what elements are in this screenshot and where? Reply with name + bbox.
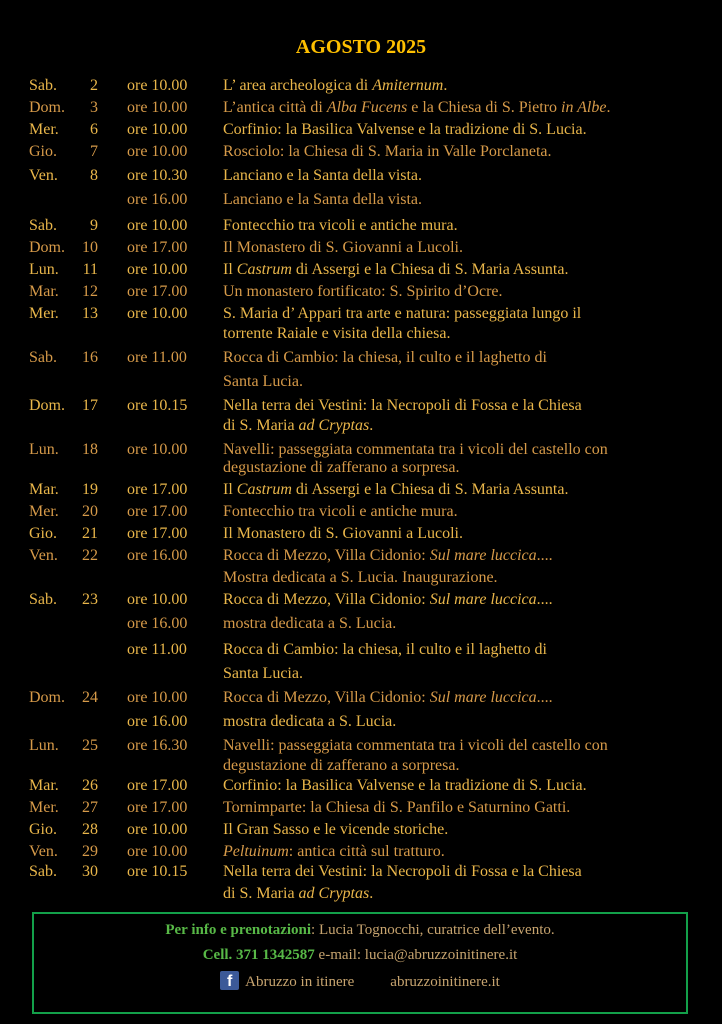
event-date: 27 bbox=[82, 799, 98, 816]
event-date: 21 bbox=[82, 525, 98, 542]
event-date: 9 bbox=[90, 217, 98, 234]
facebook-icon[interactable]: f bbox=[220, 971, 239, 990]
event-description: Il Monastero di S. Giovanni a Lucoli. bbox=[223, 525, 463, 542]
event-date: 24 bbox=[82, 689, 98, 706]
event-date: 2 bbox=[90, 77, 98, 94]
event-description: L’ area archeologica di Amiternum. bbox=[223, 77, 448, 94]
event-time: ore 16.00 bbox=[127, 713, 188, 730]
event-row bbox=[0, 76, 722, 96]
event-time: ore 10.00 bbox=[127, 99, 188, 116]
event-description: Il Castrum di Assergi e la Chiesa di S. Maria Assunta. bbox=[223, 481, 569, 498]
page-title: AGOSTO 2025 bbox=[295, 36, 427, 58]
event-day: Mer. bbox=[29, 799, 59, 816]
event-time: ore 17.00 bbox=[127, 799, 188, 816]
event-description: Rocca di Mezzo, Villa Cidonio: Sul mare luccica.... bbox=[223, 547, 553, 564]
event-row bbox=[0, 416, 722, 436]
event-day: Ven. bbox=[29, 167, 58, 184]
event-row bbox=[0, 142, 722, 162]
event-date: 25 bbox=[82, 737, 98, 754]
event-description: L’antica città di Alba Fucens e la Chiesa di S. Pietro in Albe. bbox=[223, 99, 611, 116]
event-date: 18 bbox=[82, 441, 98, 458]
event-row bbox=[0, 798, 722, 818]
event-date: 6 bbox=[90, 121, 98, 138]
event-row bbox=[0, 820, 722, 840]
event-row bbox=[0, 480, 722, 500]
event-description: Corfinio: la Basilica Valvense e la tradizione di S. Lucia. bbox=[223, 777, 587, 794]
event-time: ore 17.00 bbox=[127, 777, 188, 794]
event-description: Santa Lucia. bbox=[223, 373, 303, 390]
event-description: Un monastero fortificato: S. Spirito d’Ocre. bbox=[223, 283, 503, 300]
info-social-line bbox=[34, 971, 686, 991]
event-time: ore 10.00 bbox=[127, 689, 188, 706]
event-row bbox=[0, 324, 722, 344]
event-description: Lanciano e la Santa della vista. bbox=[223, 191, 423, 208]
event-day: Lun. bbox=[29, 737, 59, 754]
event-description: di S. Maria ad Cryptas. bbox=[223, 885, 374, 902]
event-day: Dom. bbox=[29, 99, 65, 116]
event-description: Rocca di Cambio: la chiesa, il culto e il laghetto di bbox=[223, 641, 547, 658]
event-date: 20 bbox=[82, 503, 98, 520]
event-date: 22 bbox=[82, 547, 98, 564]
event-row bbox=[0, 502, 722, 522]
event-day: Sab. bbox=[29, 349, 57, 366]
event-description: degustazione di zafferano a sorpresa. bbox=[223, 757, 460, 774]
event-date: 23 bbox=[82, 591, 98, 608]
event-description: Corfinio: la Basilica Valvense e la tradizione di S. Lucia. bbox=[223, 121, 587, 138]
event-day: Ven. bbox=[29, 547, 58, 564]
event-description: Rosciolo: la Chiesa di S. Maria in Valle Porclaneta. bbox=[223, 143, 552, 160]
event-date: 3 bbox=[90, 99, 98, 116]
event-time: ore 16.00 bbox=[127, 191, 188, 208]
event-description: di S. Maria ad Cryptas. bbox=[223, 417, 374, 434]
event-time: ore 11.00 bbox=[127, 349, 187, 366]
event-date: 16 bbox=[82, 349, 98, 366]
event-description: Rocca di Mezzo, Villa Cidonio: Sul mare luccica.... bbox=[223, 689, 553, 706]
event-day: Mer. bbox=[29, 305, 59, 322]
event-description: Tornimparte: la Chiesa di S. Panfilo e Saturnino Gatti. bbox=[223, 799, 571, 816]
event-description: Lanciano e la Santa della vista. bbox=[223, 167, 423, 184]
event-date: 13 bbox=[82, 305, 98, 322]
event-time: ore 17.00 bbox=[127, 283, 188, 300]
event-row bbox=[0, 776, 722, 796]
event-row bbox=[0, 614, 722, 634]
event-row bbox=[0, 568, 722, 588]
event-date: 8 bbox=[90, 167, 98, 184]
event-description: Rocca di Cambio: la chiesa, il culto e il laghetto di bbox=[223, 349, 547, 366]
event-row bbox=[0, 862, 722, 882]
event-date: 29 bbox=[82, 843, 98, 860]
event-date: 10 bbox=[82, 239, 98, 256]
event-description: Il Gran Sasso e le vicende storiche. bbox=[223, 821, 449, 838]
event-row bbox=[0, 216, 722, 236]
event-time: ore 10.15 bbox=[127, 397, 188, 414]
event-row bbox=[0, 736, 722, 756]
event-date: 12 bbox=[82, 283, 98, 300]
event-description: Fontecchio tra vicoli e antiche mura. bbox=[223, 503, 458, 520]
event-row bbox=[0, 372, 722, 392]
event-row bbox=[0, 166, 722, 186]
event-date: 17 bbox=[82, 397, 98, 414]
info-label: Per info e prenotazioni bbox=[165, 922, 312, 938]
event-description: mostra dedicata a S. Lucia. bbox=[223, 615, 397, 632]
event-time: ore 17.00 bbox=[127, 503, 188, 520]
event-row bbox=[0, 282, 722, 302]
event-time: ore 17.00 bbox=[127, 525, 188, 542]
event-row bbox=[0, 756, 722, 776]
event-row bbox=[0, 524, 722, 544]
event-date: 19 bbox=[82, 481, 98, 498]
event-row bbox=[0, 190, 722, 210]
event-row bbox=[0, 98, 722, 118]
event-description: Navelli: passeggiata commentata tra i vicoli del castello con bbox=[223, 737, 608, 754]
event-row bbox=[0, 440, 722, 460]
event-row bbox=[0, 304, 722, 324]
event-date: 28 bbox=[82, 821, 98, 838]
event-row bbox=[0, 238, 722, 258]
info-box bbox=[32, 912, 688, 1014]
event-row bbox=[0, 260, 722, 280]
event-time: ore 10.00 bbox=[127, 77, 188, 94]
event-time: ore 10.00 bbox=[127, 121, 188, 138]
event-date: 7 bbox=[90, 143, 98, 160]
event-time: ore 10.00 bbox=[127, 821, 188, 838]
event-day: Sab. bbox=[29, 863, 57, 880]
event-description: degustazione di zafferano a sorpresa. bbox=[223, 459, 460, 476]
facebook-page[interactable]: Abruzzo in itinere bbox=[245, 974, 355, 990]
info-email[interactable]: e-mail: lucia@abruzzoinitinere.it bbox=[314, 947, 518, 963]
event-description: mostra dedicata a S. Lucia. bbox=[223, 713, 397, 730]
info-contact-text: : Lucia Tognocchi, curatrice dell’evento. bbox=[311, 922, 555, 938]
event-row bbox=[0, 884, 722, 904]
info-contact-line bbox=[34, 922, 686, 939]
event-description: Nella terra dei Vestini: la Necropoli di Fossa e la Chiesa bbox=[223, 397, 582, 414]
event-row bbox=[0, 546, 722, 566]
event-row bbox=[0, 458, 722, 478]
event-description: Santa Lucia. bbox=[223, 665, 303, 682]
event-time: ore 10.00 bbox=[127, 217, 188, 234]
event-time: ore 16.00 bbox=[127, 547, 188, 564]
event-time: ore 10.00 bbox=[127, 591, 188, 608]
event-description: torrente Raiale e visita della chiesa. bbox=[223, 325, 451, 342]
event-description: Rocca di Mezzo, Villa Cidonio: Sul mare luccica.... bbox=[223, 591, 553, 608]
event-date: 26 bbox=[82, 777, 98, 794]
event-day: Dom. bbox=[29, 397, 65, 414]
event-time: ore 10.00 bbox=[127, 441, 188, 458]
event-time: ore 10.30 bbox=[127, 167, 188, 184]
event-day: Mar. bbox=[29, 777, 59, 794]
event-day: Mer. bbox=[29, 503, 59, 520]
event-row bbox=[0, 348, 722, 368]
event-time: ore 17.00 bbox=[127, 239, 188, 256]
event-date: 30 bbox=[82, 863, 98, 880]
event-time: ore 16.30 bbox=[127, 737, 188, 754]
event-day: Dom. bbox=[29, 239, 65, 256]
event-day: Lun. bbox=[29, 441, 59, 458]
event-description: Il Castrum di Assergi e la Chiesa di S. Maria Assunta. bbox=[223, 261, 569, 278]
event-time: ore 17.00 bbox=[127, 481, 188, 498]
event-row bbox=[0, 712, 722, 732]
event-description: Il Monastero di S. Giovanni a Lucoli. bbox=[223, 239, 463, 256]
info-phone-line bbox=[34, 947, 686, 964]
event-row bbox=[0, 590, 722, 610]
event-time: ore 10.00 bbox=[127, 143, 188, 160]
event-row bbox=[0, 120, 722, 140]
event-description: Mostra dedicata a S. Lucia. Inaugurazione. bbox=[223, 569, 498, 586]
event-day: Dom. bbox=[29, 689, 65, 706]
event-time: ore 10.00 bbox=[127, 261, 188, 278]
info-phone: Cell. 371 1342587 bbox=[202, 947, 315, 963]
event-date: 11 bbox=[82, 261, 98, 278]
event-row bbox=[0, 842, 722, 862]
event-time: ore 10.00 bbox=[127, 843, 188, 860]
event-time: ore 11.00 bbox=[127, 641, 187, 658]
event-day: Lun. bbox=[29, 261, 59, 278]
event-time: ore 10.00 bbox=[127, 305, 188, 322]
event-day: Sab. bbox=[29, 217, 57, 234]
event-day: Sab. bbox=[29, 77, 57, 94]
event-day: Mar. bbox=[29, 481, 59, 498]
event-row bbox=[0, 664, 722, 684]
event-description: Nella terra dei Vestini: la Necropoli di Fossa e la Chiesa bbox=[223, 863, 582, 880]
event-time: ore 16.00 bbox=[127, 615, 188, 632]
event-day: Gio. bbox=[29, 821, 57, 838]
event-description: S. Maria d’ Appari tra arte e natura: passeggiata lungo il bbox=[223, 305, 582, 322]
event-row bbox=[0, 640, 722, 660]
event-day: Mer. bbox=[29, 121, 59, 138]
event-day: Gio. bbox=[29, 525, 57, 542]
event-day: Ven. bbox=[29, 843, 58, 860]
event-time: ore 10.15 bbox=[127, 863, 188, 880]
event-description: Navelli: passeggiata commentata tra i vicoli del castello con bbox=[223, 441, 608, 458]
website[interactable]: abruzzoinitinere.it bbox=[390, 974, 500, 990]
event-day: Gio. bbox=[29, 143, 57, 160]
event-description: Peltuinum: antica città sul tratturo. bbox=[223, 843, 445, 860]
event-day: Sab. bbox=[29, 591, 57, 608]
event-day: Mar. bbox=[29, 283, 59, 300]
event-row bbox=[0, 396, 722, 416]
event-row bbox=[0, 688, 722, 708]
event-description: Fontecchio tra vicoli e antiche mura. bbox=[223, 217, 458, 234]
